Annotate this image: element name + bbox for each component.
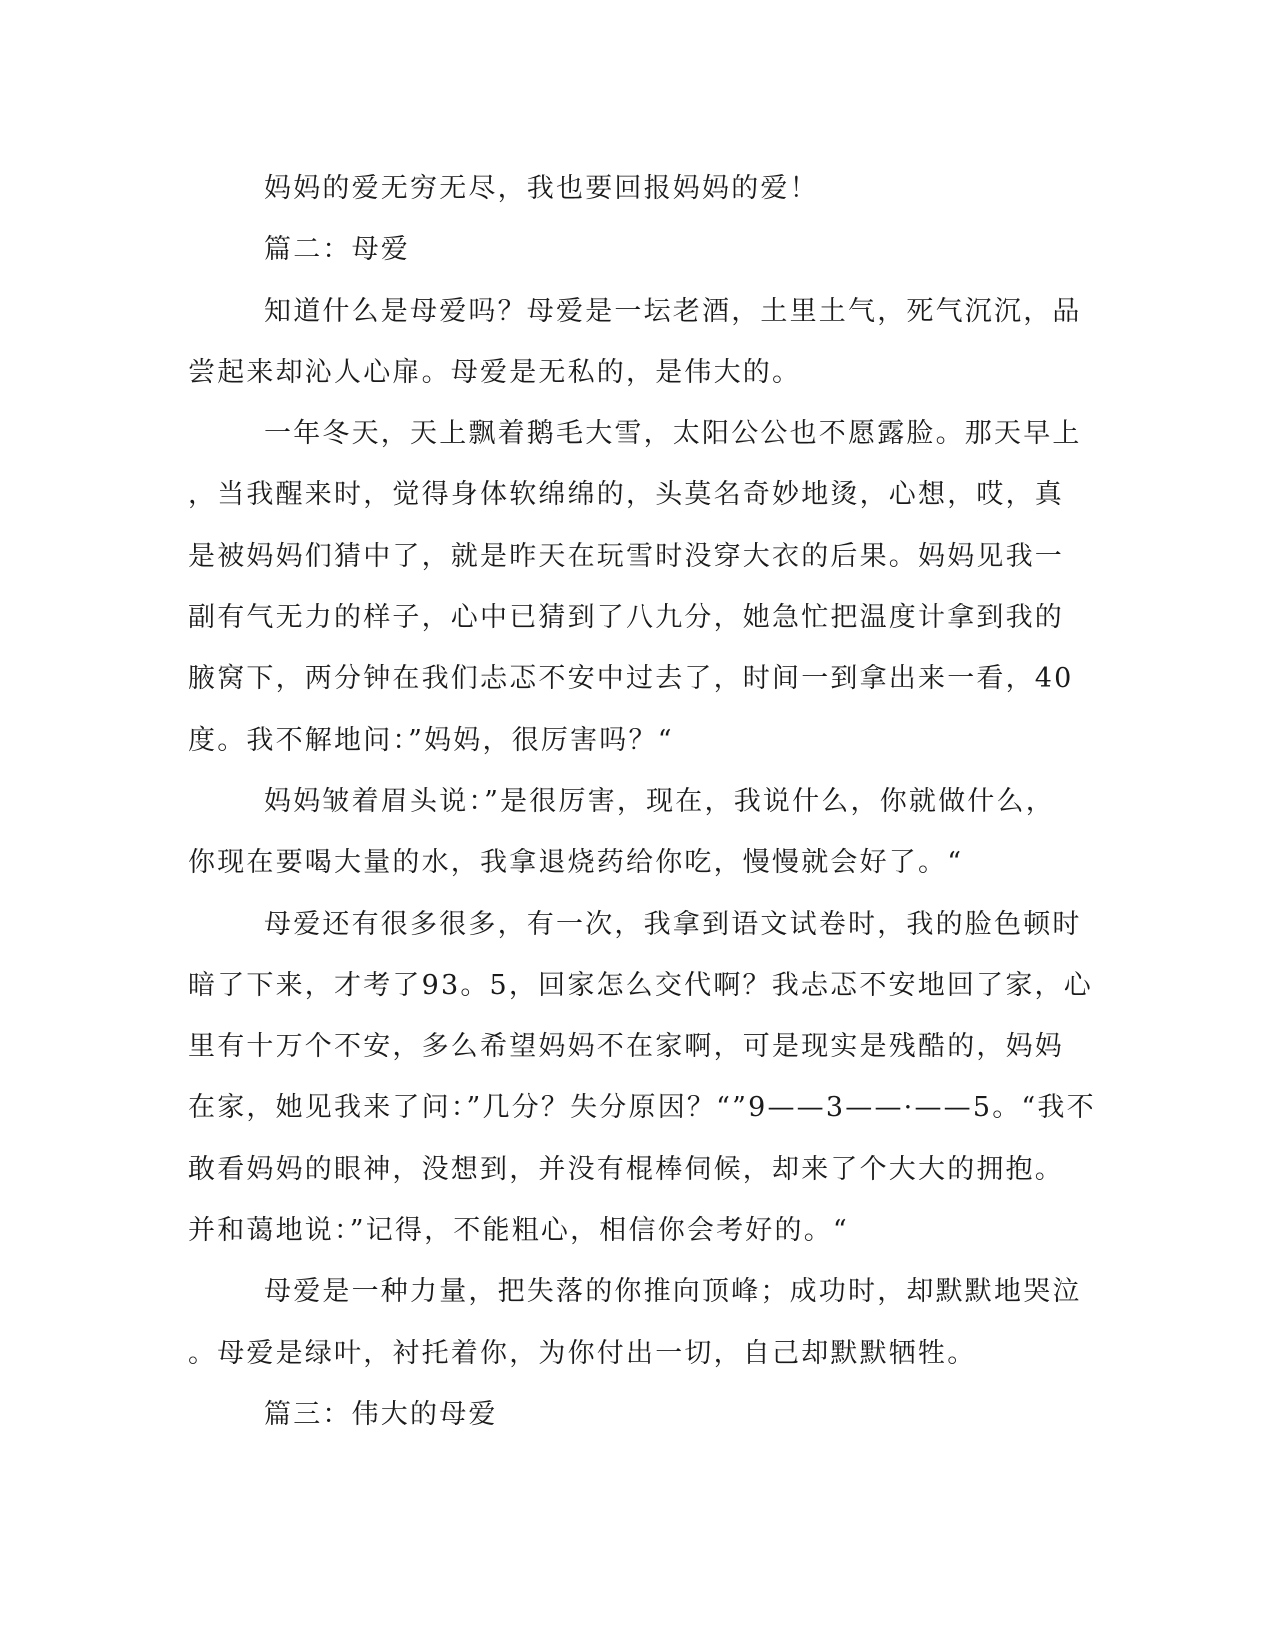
text-line: 敢看妈妈的眼神，没想到，并没有棍棒伺候，却来了个大大的拥抱。 <box>188 1153 1064 1185</box>
text-line: 在家，她见我来了问：”几分？失分原因？“”9——3——·——5。“我不 <box>188 1092 1096 1124</box>
text-line: 妈妈皱着眉头说：”是很厉害，现在，我说什么，你就做什么， <box>264 785 1055 817</box>
text-line: 母爱是一种力量，把失落的你推向顶峰；成功时，却默默地哭泣 <box>264 1276 1082 1308</box>
text-line: 腋窝下，两分钟在我们忐忑不安中过去了，时间一到拿出来一看，40 <box>188 663 1074 695</box>
text-line: 副有气无力的样子，心中已猜到了八九分，她急忙把温度计拿到我的 <box>188 602 1064 634</box>
text-line: 篇三：伟大的母爱 <box>264 1398 498 1430</box>
document-body <box>188 158 1096 1445</box>
text-line: 你现在要喝大量的水，我拿退烧药给你吃，慢慢就会好了。“ <box>188 847 964 879</box>
text-line: 是被妈妈们猜中了，就是昨天在玩雪时没穿大衣的后果。妈妈见我一 <box>188 540 1064 572</box>
text-line: 尝起来却沁人心扉。母爱是无私的，是伟大的。 <box>188 356 802 388</box>
text-line: ，当我醒来时，觉得身体软绵绵的，头莫名奇妙地烫，心想，哎，真 <box>188 479 1064 511</box>
text-line: 并和蔼地说：”记得，不能粗心，相信你会考好的。“ <box>188 1215 849 1247</box>
text-line: 。母爱是绿叶，衬托着你，为你付出一切，自己却默默牺牲。 <box>188 1337 977 1369</box>
text-line: 暗了下来，才考了93。5，回家怎么交代啊？我忐忑不安地回了家，心 <box>188 969 1093 1001</box>
text-line: 母爱还有很多很多，有一次，我拿到语文试卷时，我的脸色顿时 <box>264 908 1082 940</box>
text-line: 度。我不解地问：”妈妈，很厉害吗？“ <box>188 724 674 756</box>
text-line: 篇二：母爱 <box>264 234 410 266</box>
text-line: 一年冬天，天上飘着鹅毛大雪，太阳公公也不愿露脸。那天早上 <box>264 418 1082 450</box>
text-line: 知道什么是母爱吗？母爱是一坛老酒，土里土气，死气沉沉，品 <box>264 295 1082 327</box>
text-line: 里有十万个不安，多么希望妈妈不在家啊，可是现实是残酷的，妈妈 <box>188 1031 1064 1063</box>
text-line: 妈妈的爱无穷无尽，我也要回报妈妈的爱！ <box>264 173 819 204</box>
